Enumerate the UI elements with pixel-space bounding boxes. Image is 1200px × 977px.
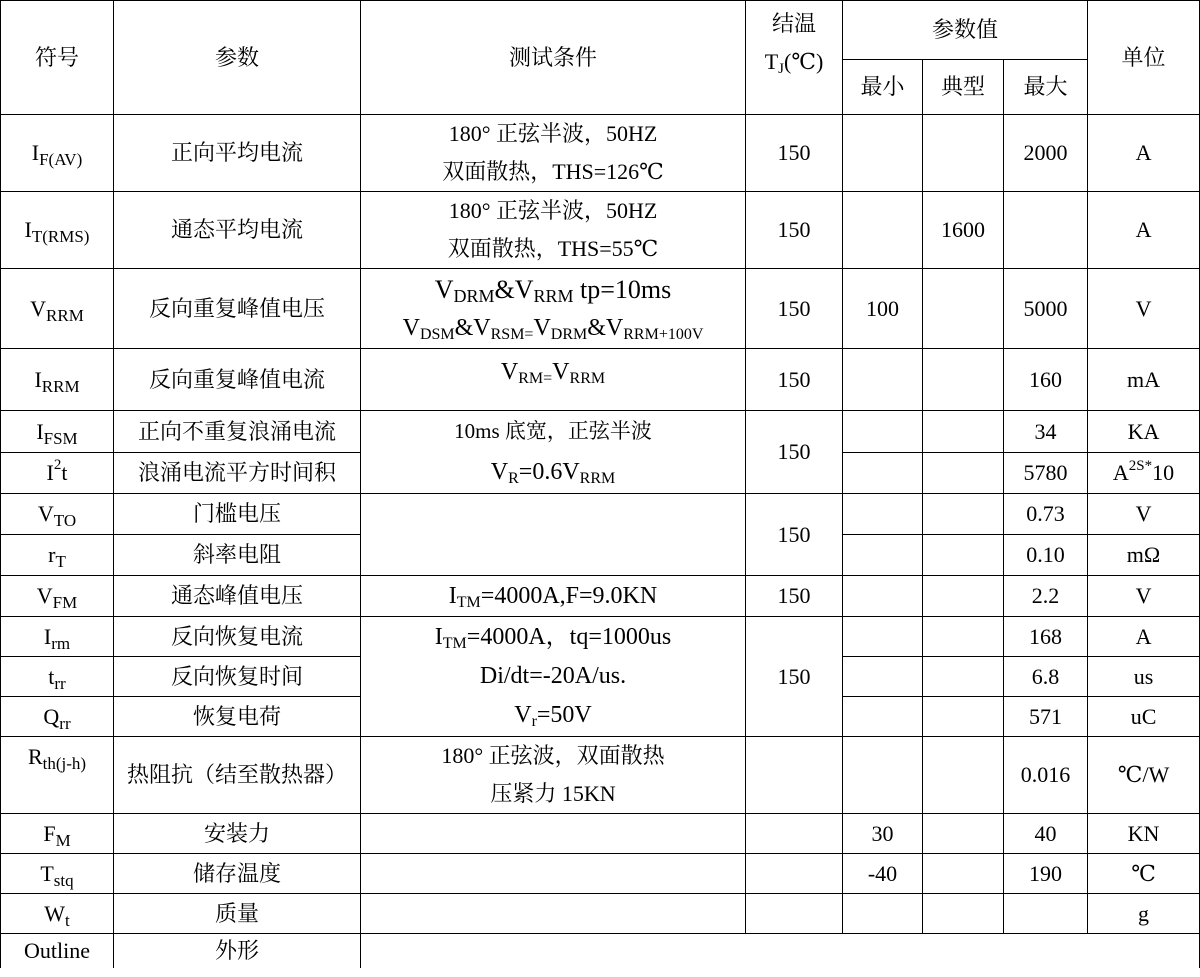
cell-parameter: 通态峰值电压 bbox=[114, 576, 361, 617]
cell-symbol bbox=[1, 494, 114, 535]
symbol-base: I bbox=[46, 460, 54, 485]
symbol-superscript: 2 bbox=[53, 457, 62, 473]
cell-junction-temp bbox=[746, 894, 843, 934]
cell-max: 34 bbox=[1004, 411, 1088, 453]
header-unit: 单位 bbox=[1088, 1, 1200, 115]
header-parameter: 参数 bbox=[114, 1, 361, 115]
test-subscript: RRM bbox=[569, 370, 606, 387]
test-subscript: RRM bbox=[579, 470, 616, 487]
test-line: 双面散热，THS=126℃ bbox=[442, 159, 664, 184]
test-text: =4000A，tq=1000us bbox=[466, 624, 672, 650]
cell-parameter: 储存温度 bbox=[114, 854, 361, 894]
cell-parameter: 热阻抗（结至散热器） bbox=[114, 737, 361, 814]
test-line bbox=[361, 581, 745, 611]
test-subscript: RM= bbox=[518, 370, 553, 387]
test-line bbox=[361, 271, 745, 309]
test-text: V bbox=[402, 314, 420, 341]
test-line bbox=[361, 355, 745, 389]
test-line: 180° 正弦半波，50HZ bbox=[448, 198, 658, 223]
cell-parameter: 安装力 bbox=[114, 814, 361, 854]
symbol-subscript: F(AV) bbox=[39, 150, 83, 170]
header-values: 参数值 bbox=[843, 1, 1088, 60]
cell-min: 100 bbox=[843, 269, 923, 349]
cell-typ bbox=[923, 494, 1004, 535]
symbol-base: F bbox=[43, 820, 56, 846]
test-subscript: TM bbox=[456, 594, 481, 611]
test-subscript: DRM bbox=[453, 285, 495, 306]
cell-parameter: 正向不重复浪涌电流 bbox=[114, 411, 361, 453]
cell-unit: A bbox=[1088, 115, 1200, 192]
cell-symbol bbox=[1, 814, 114, 854]
cell-junction-temp: 150 bbox=[746, 269, 843, 349]
cell-max: 190 bbox=[1004, 854, 1088, 894]
cell-unit: V bbox=[1088, 576, 1200, 617]
cell-unit: g bbox=[1088, 894, 1200, 934]
cell-test-conditions bbox=[361, 115, 746, 192]
cell-symbol bbox=[1, 697, 114, 737]
cell-symbol bbox=[1, 894, 114, 934]
cell-typ: 1600 bbox=[923, 192, 1004, 269]
cell-unit: us bbox=[1088, 657, 1200, 697]
header-min: 最小 bbox=[843, 60, 923, 115]
junction-temp-base: T bbox=[764, 49, 779, 74]
cell-symbol bbox=[1, 192, 114, 269]
cell-typ bbox=[923, 814, 1004, 854]
cell-unit: A bbox=[1088, 617, 1200, 657]
test-text: =0.6V bbox=[518, 459, 580, 485]
row-v-to bbox=[1, 494, 1200, 535]
symbol-subscript: M bbox=[55, 830, 71, 850]
test-text: V bbox=[533, 314, 551, 341]
cell-typ bbox=[923, 854, 1004, 894]
header-max: 最大 bbox=[1004, 60, 1088, 115]
cell-min bbox=[843, 535, 923, 576]
cell-typ bbox=[923, 269, 1004, 349]
test-text: V bbox=[434, 274, 454, 304]
symbol-base: W bbox=[44, 900, 66, 926]
cell-min bbox=[843, 697, 923, 737]
symbol-subscript: RRM bbox=[41, 376, 80, 396]
test-line: 180° 正弦半波，50HZ bbox=[448, 121, 658, 146]
test-text: =50V bbox=[536, 702, 592, 728]
cell-junction-temp bbox=[746, 814, 843, 854]
cell-min: 30 bbox=[843, 814, 923, 854]
test-line bbox=[361, 452, 745, 493]
cell-test-conditions bbox=[361, 894, 746, 934]
cell-test-conditions bbox=[361, 192, 746, 269]
row-v-fm bbox=[1, 576, 1200, 617]
junction-temp-label: 结温 bbox=[771, 11, 816, 36]
cell-max bbox=[1004, 894, 1088, 934]
cell-symbol bbox=[1, 854, 114, 894]
cell-max: 40 bbox=[1004, 814, 1088, 854]
cell-test-conditions bbox=[361, 814, 746, 854]
cell-typ bbox=[923, 576, 1004, 617]
row-w-t bbox=[1, 894, 1200, 934]
symbol-subscript: T bbox=[55, 552, 66, 572]
test-line: 10ms 底宽，正弦半波 bbox=[454, 419, 652, 443]
symbol-subscript: T(RMS) bbox=[31, 227, 90, 247]
test-text: V bbox=[490, 459, 509, 485]
cell-junction-temp: 150 bbox=[746, 192, 843, 269]
test-text: I bbox=[448, 583, 457, 609]
row-i-rrm bbox=[1, 349, 1200, 411]
row-i-f-av bbox=[1, 115, 1200, 192]
cell-min bbox=[843, 192, 923, 269]
junction-temp-unit: (℃) bbox=[784, 49, 824, 74]
cell-max: 5000 bbox=[1004, 269, 1088, 349]
cell-unit: A bbox=[1088, 192, 1200, 269]
cell-parameter: 质量 bbox=[114, 894, 361, 934]
header-row-top bbox=[1, 1, 1200, 60]
cell-parameter: 门槛电压 bbox=[114, 494, 361, 535]
test-text: &V bbox=[494, 274, 534, 304]
cell-min bbox=[843, 894, 923, 934]
cell-junction-temp: 150 bbox=[746, 617, 843, 737]
outline-drawing-area bbox=[361, 934, 1200, 968]
cell-max: 0.73 bbox=[1004, 494, 1088, 535]
cell-min bbox=[843, 657, 923, 697]
cell-min bbox=[843, 576, 923, 617]
test-line: 压紧力 15KN bbox=[490, 781, 616, 806]
cell-unit: ℃/W bbox=[1088, 737, 1200, 814]
cell-symbol bbox=[1, 535, 114, 576]
cell-typ bbox=[923, 617, 1004, 657]
test-subscript: RSM= bbox=[490, 325, 534, 343]
row-i-rm bbox=[1, 617, 1200, 657]
cell-parameter: 浪涌电流平方时间积 bbox=[114, 452, 361, 494]
cell-symbol bbox=[1, 349, 114, 411]
cell-typ bbox=[923, 535, 1004, 576]
cell-typ bbox=[923, 737, 1004, 814]
cell-symbol bbox=[1, 617, 114, 657]
header-test-conditions: 测试条件 bbox=[361, 1, 746, 115]
cell-junction-temp bbox=[746, 854, 843, 894]
cell-parameter: 通态平均电流 bbox=[114, 192, 361, 269]
symbol-base: V bbox=[36, 583, 53, 609]
symbol-base: R bbox=[27, 744, 43, 769]
symbol-tail: t bbox=[61, 460, 68, 485]
row-t-stq bbox=[1, 854, 1200, 894]
row-i-t-rms bbox=[1, 192, 1200, 269]
cell-unit: V bbox=[1088, 269, 1200, 349]
test-line bbox=[361, 309, 745, 347]
cell-max: 2000 bbox=[1004, 115, 1088, 192]
symbol-subscript: t bbox=[65, 910, 70, 930]
cell-unit: mA bbox=[1088, 349, 1200, 411]
cell-test-conditions bbox=[361, 576, 746, 617]
test-text: &V bbox=[454, 314, 491, 341]
symbol-base: I bbox=[43, 623, 52, 649]
cell-junction-temp: 150 bbox=[746, 576, 843, 617]
cell-test-conditions bbox=[361, 349, 746, 411]
cell-typ bbox=[923, 697, 1004, 737]
cell-min bbox=[843, 494, 923, 535]
cell-symbol bbox=[1, 269, 114, 349]
unit-tail: 10 bbox=[1152, 460, 1175, 485]
test-text: &V bbox=[587, 314, 624, 341]
cell-symbol bbox=[1, 452, 114, 494]
symbol-base: Q bbox=[43, 703, 60, 729]
cell-parameter: 反向重复峰值电流 bbox=[114, 349, 361, 411]
cell-max: 571 bbox=[1004, 697, 1088, 737]
symbol-subscript: rr bbox=[54, 673, 66, 693]
test-subscript: TM bbox=[442, 635, 467, 652]
cell-min bbox=[843, 452, 923, 494]
test-text: I bbox=[434, 624, 443, 650]
cell-parameter: 反向恢复电流 bbox=[114, 617, 361, 657]
cell-symbol bbox=[1, 411, 114, 453]
test-line: 双面散热，THS=55℃ bbox=[447, 236, 659, 261]
cell-max: 168 bbox=[1004, 617, 1088, 657]
cell-typ bbox=[923, 115, 1004, 192]
cell-test-conditions bbox=[361, 854, 746, 894]
test-subscript: RRM bbox=[533, 285, 574, 306]
row-v-rrm bbox=[1, 269, 1200, 349]
cell-max: 5780 bbox=[1004, 452, 1088, 494]
cell-max bbox=[1004, 192, 1088, 269]
cell-parameter: 正向平均电流 bbox=[114, 115, 361, 192]
test-subscript: r bbox=[531, 713, 537, 730]
symbol-subscript: stq bbox=[53, 870, 74, 890]
junction-temp-subscript: J bbox=[778, 61, 785, 77]
row-f-m bbox=[1, 814, 1200, 854]
test-subscript: DSM bbox=[419, 325, 455, 343]
cell-unit: KA bbox=[1088, 411, 1200, 453]
symbol-subscript: rr bbox=[59, 713, 71, 733]
cell-unit bbox=[1088, 452, 1200, 494]
symbol-subscript: FSM bbox=[43, 428, 78, 448]
symbol-base: I bbox=[24, 217, 32, 243]
cell-junction-temp: 150 bbox=[746, 115, 843, 192]
test-text: =4000A,F=9.0KN bbox=[480, 583, 658, 609]
row-outline bbox=[1, 934, 1200, 968]
cell-typ bbox=[923, 657, 1004, 697]
cell-min: -40 bbox=[843, 854, 923, 894]
cell-symbol bbox=[1, 737, 114, 814]
symbol-subscript: FM bbox=[52, 593, 78, 613]
cell-max: 160 bbox=[1004, 349, 1088, 411]
header-typ: 典型 bbox=[923, 60, 1004, 115]
test-text: V bbox=[552, 359, 570, 385]
cell-symbol bbox=[1, 115, 114, 192]
cell-symbol bbox=[1, 576, 114, 617]
cell-min bbox=[843, 349, 923, 411]
cell-unit: uC bbox=[1088, 697, 1200, 737]
symbol-base: I bbox=[34, 366, 42, 392]
symbol-base: I bbox=[31, 140, 40, 166]
cell-unit: mΩ bbox=[1088, 535, 1200, 576]
cell-junction-temp: 150 bbox=[746, 494, 843, 576]
cell-min bbox=[843, 737, 923, 814]
test-text: V bbox=[514, 702, 532, 728]
test-line bbox=[361, 618, 745, 657]
cell-junction-temp bbox=[746, 737, 843, 814]
cell-typ bbox=[923, 411, 1004, 453]
cell-symbol: Outline bbox=[1, 934, 114, 968]
cell-symbol bbox=[1, 657, 114, 697]
cell-junction-temp: 150 bbox=[746, 411, 843, 494]
symbol-subscript: TO bbox=[53, 511, 77, 531]
cell-typ bbox=[923, 452, 1004, 494]
symbol-base: t bbox=[48, 663, 55, 689]
cell-parameter: 斜率电阻 bbox=[114, 535, 361, 576]
cell-test-conditions bbox=[361, 269, 746, 349]
test-subscript: DRM bbox=[550, 325, 588, 343]
cell-max: 0.10 bbox=[1004, 535, 1088, 576]
header-junction-temp bbox=[746, 1, 843, 115]
cell-unit: ℃ bbox=[1088, 854, 1200, 894]
cell-parameter: 反向恢复时间 bbox=[114, 657, 361, 697]
cell-parameter: 反向重复峰值电压 bbox=[114, 269, 361, 349]
cell-test-conditions bbox=[361, 737, 746, 814]
cell-test-conditions bbox=[361, 494, 746, 576]
cell-test-conditions bbox=[361, 617, 746, 737]
unit-base: A bbox=[1112, 460, 1129, 485]
symbol-base: V bbox=[37, 501, 54, 527]
cell-typ bbox=[923, 349, 1004, 411]
cell-max: 2.2 bbox=[1004, 576, 1088, 617]
cell-parameter: 外形 bbox=[114, 934, 361, 968]
symbol-base: I bbox=[36, 418, 44, 444]
symbol-subscript: RRM bbox=[46, 305, 84, 325]
test-line bbox=[361, 696, 745, 735]
cell-unit: KN bbox=[1088, 814, 1200, 854]
test-subscript: RRM+100V bbox=[623, 325, 704, 343]
symbol-base: V bbox=[30, 295, 47, 321]
cell-min bbox=[843, 115, 923, 192]
test-subscript: R bbox=[508, 470, 519, 487]
symbol-subscript: rm bbox=[51, 633, 71, 653]
header-symbol: 符号 bbox=[1, 1, 114, 115]
cell-unit: V bbox=[1088, 494, 1200, 535]
cell-min bbox=[843, 411, 923, 453]
cell-min bbox=[843, 617, 923, 657]
unit-superscript: 2S* bbox=[1128, 458, 1153, 474]
symbol-base: r bbox=[48, 542, 56, 568]
row-i-fsm bbox=[1, 411, 1200, 453]
row-r-th-j-h bbox=[1, 737, 1200, 814]
cell-junction-temp: 150 bbox=[746, 349, 843, 411]
cell-test-conditions bbox=[361, 411, 746, 494]
cell-parameter: 恢复电荷 bbox=[114, 697, 361, 737]
cell-max: 6.8 bbox=[1004, 657, 1088, 697]
test-text: V bbox=[500, 359, 519, 385]
cell-typ bbox=[923, 894, 1004, 934]
test-line: 180° 正弦波，双面散热 bbox=[441, 743, 665, 768]
symbol-subscript: th(j-h) bbox=[42, 754, 87, 773]
test-text: tp=10ms bbox=[573, 274, 672, 304]
cell-max: 0.016 bbox=[1004, 737, 1088, 814]
symbol-base: T bbox=[40, 860, 54, 886]
test-line: Di/dt=-20A/us. bbox=[479, 663, 627, 689]
junction-temp-symbol bbox=[746, 43, 842, 81]
